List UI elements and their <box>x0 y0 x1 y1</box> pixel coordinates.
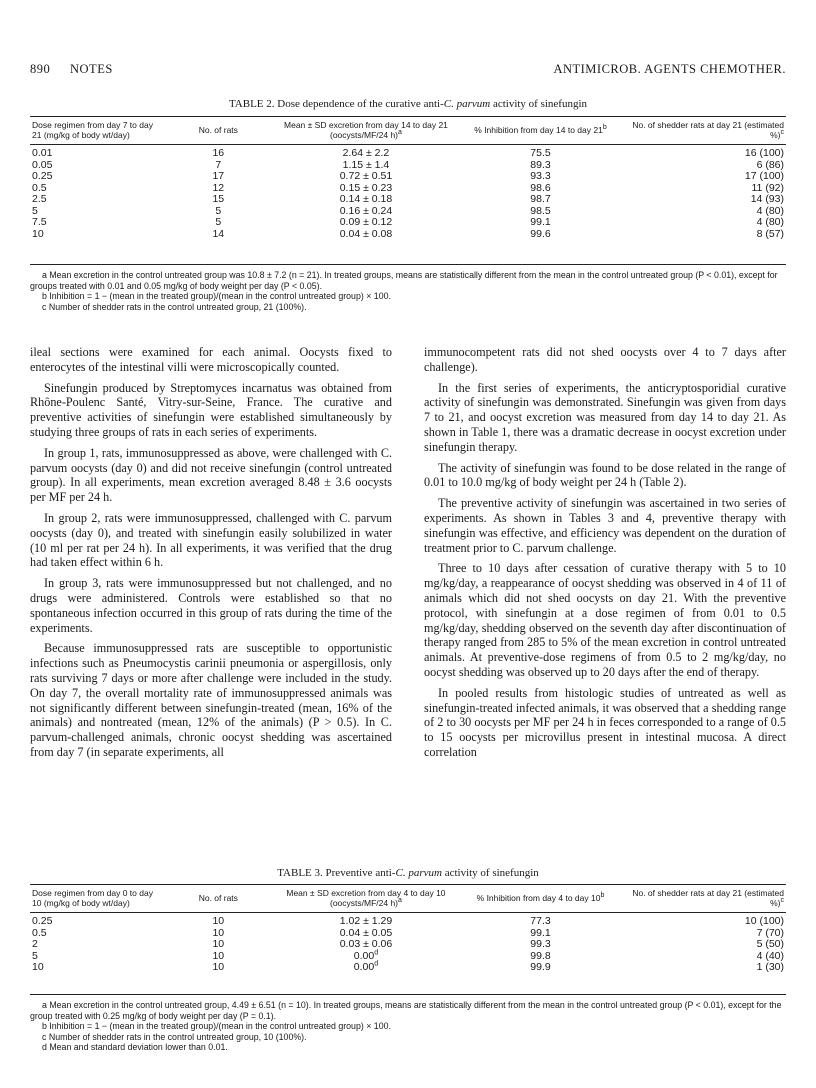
paragraph: In group 1, rats, immunosuppressed as above, were challenged with C. parvum oocysts (day 0) and did not receive sinefungin (control untreated group). In all experiments, mean excretion averaged 8.48 ± 3.6 oocysts per MF per 24 h. <box>30 445 392 505</box>
table2-footnote-c: c Number of shedder rats in the control untreated group, 21 (100%). <box>42 301 307 312</box>
journal-name: ANTIMICROB. AGENTS CHEMOTHER. <box>553 62 786 76</box>
table3-footnote-d: d Mean and standard deviation lower than 0.01. <box>42 1042 228 1052</box>
table2-col-dose: Dose regimen from day 7 to day 21 (mg/kg of body wt/day) <box>32 120 153 140</box>
table2-footnote-b: b Inhibition = 1 − (mean in the treated group)/(mean in the control untreated group) × 100. <box>42 291 391 301</box>
paragraph: In group 3, rats were immunosuppressed but not challenged, and no drugs were administered. Controls were established so that no spontaneous infection occurred in this group of rats during the time of the experiments. <box>30 576 392 635</box>
table3-footnotes <box>30 1000 786 1053</box>
table2 <box>30 116 786 240</box>
table2-col-excretion: Mean ± SD excretion from day 14 to day 21 (oocysts/MF/24 h)$^a$ <box>284 120 448 140</box>
table3-col-shedders: No. of shedder rats at day 21 (estimated %)$^c$ <box>632 888 784 908</box>
table2-col-shedders: No. of shedder rats at day 21 (estimated %)$^c$ <box>632 120 784 140</box>
table3-col-inhibition: % Inhibition from day 4 to day 10$^b$ <box>476 892 605 903</box>
table3-col-rats: No. of rats <box>198 893 238 903</box>
left-column <box>30 345 392 766</box>
table2-footnote-a: a Mean excretion in the control untreated group was 10.8 ± 7.2 (n = 21). In treated groups, means are statistically different from the mean in the control untreated group (P < 0.01), except for groups treated with 0.01 and 0.05 mg/kg of body weight per day (P < 0.05). <box>30 270 778 291</box>
table3-col-dose: Dose regimen from day 0 to day 10 (mg/kg of body wt/day) <box>32 888 153 908</box>
table-row: 0.01 16 2.64 ± 2.2 75.5 16 (100) <box>32 147 784 159</box>
table-row: 0.05 7 1.15 ± 1.4 89.3 6 (86) <box>32 158 784 171</box>
table-row: 2 10 0.03 ± 0.06 99.3 5 (50) <box>32 938 784 950</box>
paragraph: Three to 10 days after cessation of curative therapy with 5 to 10 mg/kg/day, a reappearance of oocyst shedding was observed in 4 of 11 of animals which did not shed oocysts on day 21. With the preventive protocol, with sinefungin at a dose regimen of from 0.01 to 0.5 mg/kg/day, shedding observed on the seventh day after discontinuation of therapy ranged from 285 to 5% of the mean excretion in control untreated animals. At preventive-dose regimens of from 0.5 to 2 mg/kg/day, no oocyst shedding was observed up to 20 days after the end of therapy. <box>424 561 786 679</box>
table3 <box>30 884 786 974</box>
paragraph: The preventive activity of sinefungin was ascertained in two series of experiments. As shown in Tables 3 and 4, preventive therapy with sinefungin was effective, and efficiency was dependent on the duration of treatment prior to C. parvum challenge. <box>424 496 786 555</box>
table-row: 10 10 0.00$^d$ 99.9 1 (30) <box>32 960 784 973</box>
table-row: 7.5 5 0.09 ± 0.12 99.1 4 (80) <box>32 216 784 228</box>
table3-title: TABLE 3. Preventive anti-C. parvum activity of sinefungin <box>277 867 539 879</box>
table-row: 5 5 0.16 ± 0.24 98.5 4 (80) <box>32 204 784 217</box>
table-row: 0.25 10 1.02 ± 1.29 77.3 10 (100) <box>32 915 784 927</box>
table2-col-rats: No. of rats <box>198 125 238 135</box>
table3-footnote-a: a Mean excretion in the control untreated group, 4.49 ± 6.51 (n = 10). In treated groups, means are statistically different from the mean in the control untreated group (P < 0.01), except for the group treated with 0.25 mg/kg of body weight per day (P = 0.1). <box>30 1000 782 1021</box>
table-row: 5 10 0.00$^d$ 99.8 4 (40) <box>32 949 784 962</box>
section-label: NOTES <box>70 62 113 76</box>
table3-col-excretion: Mean ± SD excretion from day 4 to day 10 (oocysts/MF/24 h)$^a$ <box>286 888 446 908</box>
table3-footnote-c: c Number of shedder rats in the control untreated group, 10 (100%). <box>42 1031 307 1042</box>
table3-header-row <box>30 885 786 913</box>
paragraph: immunocompetent rats did not shed oocysts over 4 to 7 days after challenge). <box>424 345 786 374</box>
table-row: 0.5 12 0.15 ± 0.23 98.6 11 (92) <box>32 181 784 194</box>
paragraph: ileal sections were examined for each animal. Oocysts fixed to enterocytes of the intestinal villi were microscopically counted. <box>30 345 392 374</box>
table-row: 0.5 10 0.04 ± 0.05 99.1 7 (70) <box>32 926 784 939</box>
table2-bottom-rule <box>30 264 786 265</box>
table3-bottom-rule <box>30 994 786 995</box>
table2-header-row <box>30 117 786 145</box>
paragraph: Sinefungin produced by Streptomyces incarnatus was obtained from Rhône-Poulenc Santé, Vitry-sur-Seine, France. The curative and preventive activities of sinefungin were established simultaneously by studying three groups of rats in each series of experiments. <box>30 380 392 439</box>
table-row: 10 14 0.04 ± 0.08 99.6 8 (57) <box>32 227 784 240</box>
table2-footnotes <box>30 270 786 312</box>
page-number: 890 <box>30 62 51 76</box>
paragraph: Because immunosuppressed rats are susceptible to opportunistic infections such as Pneumocystis carinii pneumonia or aspergillosis, only rats surviving 7 days or more after challenge were included in the study. On day 7, the overall mortality rate of immunosuppressed animals was not significantly different between sinefungin-treated (mean, 16% of the animals) and nontreated (mean, 12% of the animals) (P > 0.5). In C. parvum-challenged animals, chronic oocyst shedding was ascertained from day 7 (in separate experiments, all <box>30 641 392 759</box>
paragraph: In pooled results from histologic studies of untreated as well as sinefungin-treated infected animals, it was observed that a shedding range of 2 to 30 oocysts per MF per 24 h in feces corresponded to a range of 0.5 to 15 oocysts per microvillus present in intestinal mucosa. A direct correlation <box>424 685 786 759</box>
paragraph: In the first series of experiments, the anticryptosporidial curative activity of sinefungin was demonstrated. Sinefungin was given from days 7 to 21, and oocyst excretion was measured from day 14 to day 21. As shown in Table 1, there was a dramatic decrease in oocyst excretion under sinefungin therapy. <box>424 380 786 454</box>
right-column <box>424 345 786 766</box>
table-row: 0.25 17 0.72 ± 0.51 93.3 17 (100) <box>32 170 784 182</box>
table2-title: TABLE 2. Dose dependence of the curative anti-C. parvum activity of sinefungin <box>228 98 588 110</box>
table2-col-inhibition: % Inhibition from day 14 to day 21$^b$ <box>474 124 607 135</box>
paragraph: In group 2, rats were immunosuppressed, challenged with C. parvum oocysts (day 0), and treated with sinefungin easily solubilized in water (10 ml per rat per 24 h). In all experiments, it was verified that the drug had taken effect within 6 h. <box>30 510 392 570</box>
paragraph: The activity of sinefungin was found to be dose related in the range of 0.01 to 10.0 mg/kg of body weight per 24 h (Table 2). <box>424 460 786 490</box>
table-row: 2.5 15 0.14 ± 0.18 98.7 14 (93) <box>32 193 784 205</box>
table3-footnote-b: b Inhibition = 1 − (mean in the treated group)/(mean in the control untreated group) × 100. <box>42 1021 391 1031</box>
